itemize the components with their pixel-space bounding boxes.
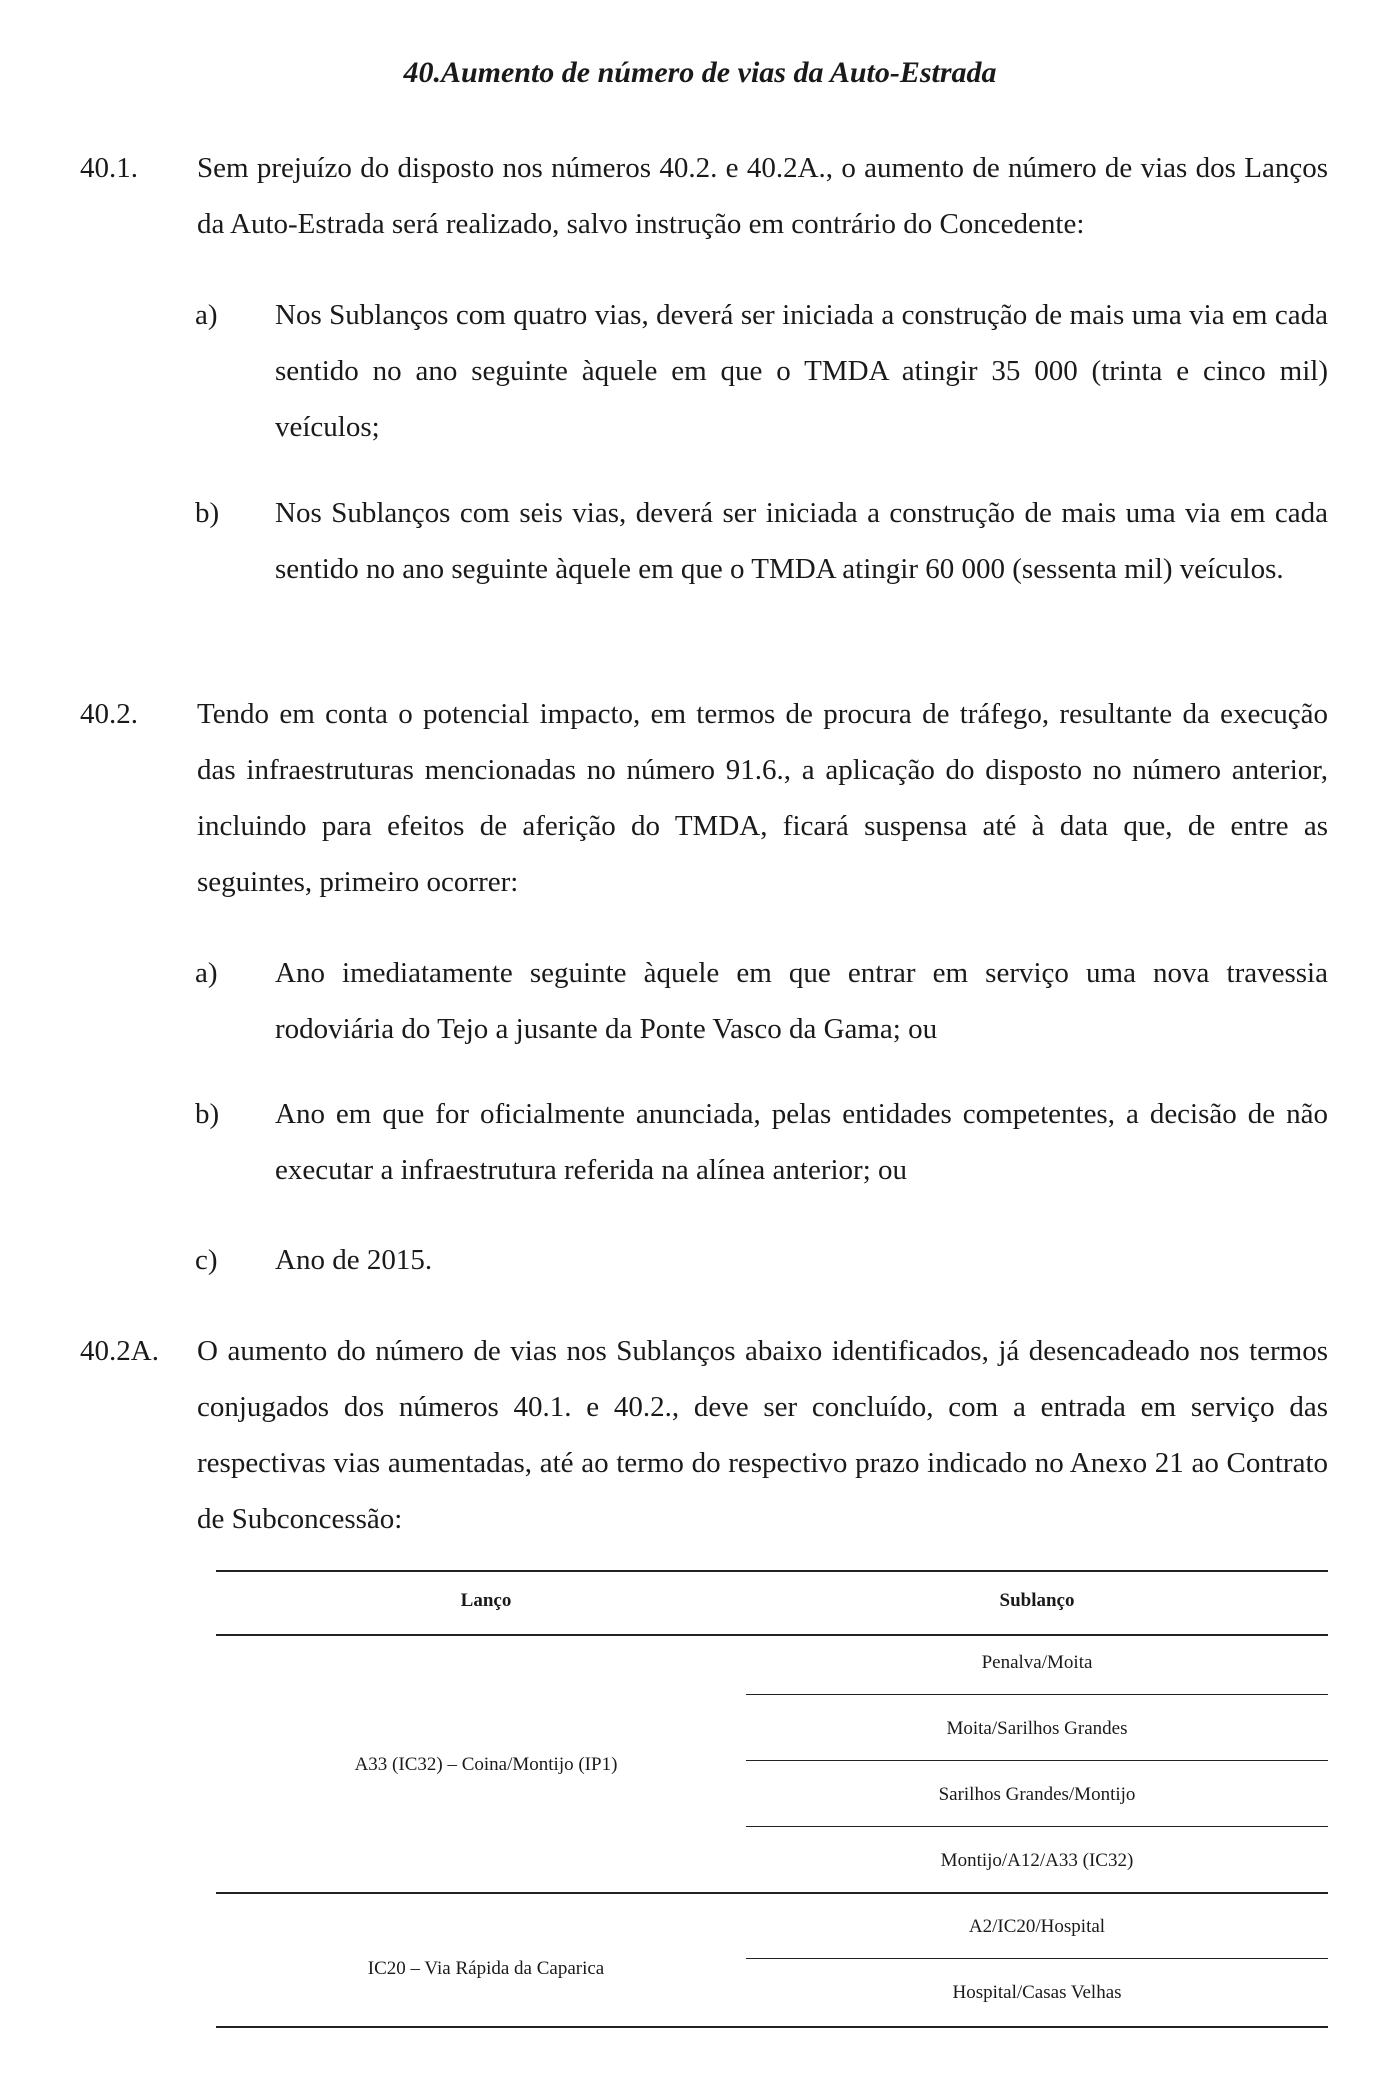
item-label: b) bbox=[195, 497, 220, 529]
table-top-rule bbox=[216, 1570, 1328, 1572]
clause-40-1-item-b bbox=[195, 485, 1328, 597]
row-rule bbox=[746, 1958, 1328, 1959]
header-sublanco: Sublanço bbox=[999, 1590, 1075, 1611]
lanco-cell: IC20 – Via Rápida da Caparica bbox=[367, 1958, 605, 1979]
item-text: Ano de 2015. bbox=[275, 1244, 433, 1276]
clause-number: 40.2. bbox=[80, 698, 138, 730]
item-text: Ano em que for oficialmente anunciada, pelas entidades competentes, a decisão de não executar a infraestrutura referida na alínea anterior; ou bbox=[275, 1098, 1328, 1186]
item-label: b) bbox=[195, 1098, 220, 1130]
sublanco-cell: Montijo/A12/A33 (IC32) bbox=[940, 1850, 1134, 1871]
header-rule bbox=[216, 1634, 1328, 1636]
clause-number: 40.1. bbox=[80, 152, 138, 184]
row-rule bbox=[746, 1826, 1328, 1827]
item-label: a) bbox=[195, 299, 218, 331]
row-rule bbox=[746, 1760, 1328, 1761]
table-bottom-rule bbox=[216, 2026, 1328, 2028]
row-rule bbox=[746, 1694, 1328, 1695]
clause-40-2a bbox=[80, 1323, 1328, 1547]
clause-40-2 bbox=[80, 686, 1328, 910]
item-label: a) bbox=[195, 957, 218, 989]
sublanco-cell: Hospital/Casas Velhas bbox=[952, 1982, 1122, 2003]
lanco-cell: A33 (IC32) – Coina/Montijo (IP1) bbox=[354, 1754, 618, 1775]
sublanco-cell: Moita/Sarilhos Grandes bbox=[946, 1718, 1128, 1739]
group-rule bbox=[216, 1892, 1328, 1894]
item-text: Ano imediatamente seguinte àquele em que entrar em serviço uma nova travessia rodoviária do Tejo a jusante da Ponte Vasco da Gama; ou bbox=[275, 957, 1328, 1045]
clause-40-2-item-b bbox=[195, 1086, 1328, 1198]
clause-number: 40.2A. bbox=[80, 1335, 159, 1367]
header-lanco: Lanço bbox=[460, 1590, 512, 1611]
item-text: Nos Sublanços com quatro vias, deverá ser iniciada a construção de mais uma via em cada sentido no ano seguinte àquele em que o TMDA atingir 35 000 (trinta e cinco mil) veículos; bbox=[275, 299, 1328, 443]
item-label: c) bbox=[195, 1244, 218, 1276]
clause-40-1-item-a bbox=[195, 287, 1328, 455]
clause-40-1 bbox=[80, 140, 1328, 252]
sublanco-table bbox=[216, 1570, 1328, 2050]
section-title: 40.Aumento de número de vias da Auto-Estrada bbox=[403, 56, 997, 89]
clause-text: Tendo em conta o potencial impacto, em termos de procura de tráfego, resultante da execução das infraestruturas mencionadas no número 91.6., a aplicação do disposto no número anterior, incluindo para efeitos de aferição do TMDA, ficará suspensa até à data que, de entre as seguintes, primeiro ocorrer: bbox=[197, 698, 1328, 898]
item-text: Nos Sublanços com seis vias, deverá ser iniciada a construção de mais uma via em cada sentido no ano seguinte àquele em que o TMDA atingir 60 000 (sessenta mil) veículos. bbox=[275, 497, 1328, 585]
clause-40-2-item-c bbox=[195, 1232, 1328, 1288]
clause-text: Sem prejuízo do disposto nos números 40.2. e 40.2A., o aumento de número de vias dos Lanços da Auto-Estrada será realizado, salvo instrução em contrário do Concedente: bbox=[197, 152, 1328, 240]
sublanco-cell: A2/IC20/Hospital bbox=[968, 1916, 1106, 1937]
sublanco-cell: Penalva/Moita bbox=[981, 1652, 1093, 1673]
clause-40-2-item-a bbox=[195, 945, 1328, 1057]
sublanco-cell: Sarilhos Grandes/Montijo bbox=[938, 1784, 1136, 1805]
clause-text: O aumento do número de vias nos Sublanços abaixo identificados, já desencadeado nos termos conjugados dos números 40.1. e 40.2., deve ser concluído, com a entrada em serviço das respectivas vias aumentadas, até ao termo do respectivo prazo indicado no Anexo 21 ao Contrato de Subconcessão: bbox=[197, 1335, 1328, 1535]
